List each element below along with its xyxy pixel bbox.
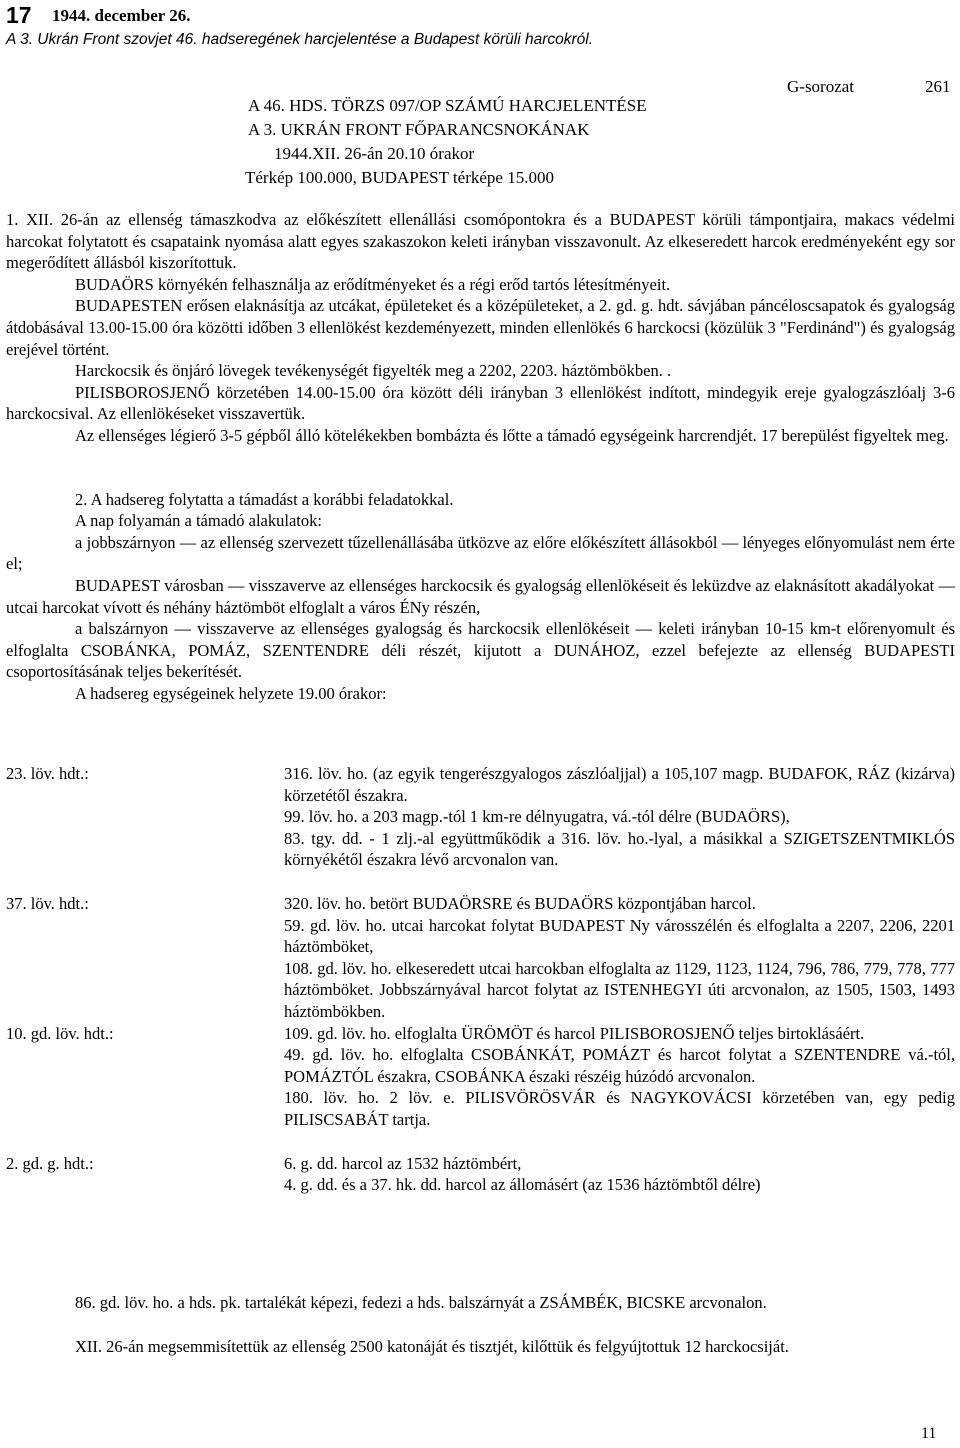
unit-line: 109. gd. löv. ho. elfoglalta ÜRÖMÖT és harcol PILISBOROSJENŐ teljes birtoklásáért. [284,1023,865,1043]
unit-label: 23. löv. hdt.: [6,764,89,783]
paragraph: 2. A hadsereg folytatta a támadást a korábbi feladatokkal. [75,489,454,509]
spacer [6,447,955,489]
unit-label: 10. gd. löv. hdt.: [6,1023,114,1043]
document-number: 17 [6,2,32,28]
report-title-line: Térkép 100.000, BUDAPEST térképe 15.000 [245,168,554,187]
unit-description [284,1153,955,1196]
reserve-note: 86. gd. löv. ho. a hds. pk. tartalékát képezi, fedezi a hds. balszárnyát a ZSÁMBÉK, BICSKE arcvonalon. [75,1293,767,1312]
unit-line: 83. tgy. dd. - 1 zlj.-al együttműködik a 316. löv. ho.-lyal, a másikkal a SZIGETSZENTMIKLÓS környékétől északra lévő arcvonalon van. [284,828,955,870]
unit-entry [6,893,955,1023]
unit-line: 108. gd. löv. ho. elkeseredett utcai harcokban elfoglalta az 1129, 1123, 1124, 796, 786, 779, 778, 777 háztömböket. Jobbszárnyával harcot folytat az ISTENHEGYI úti arcvonalon, az 1505, 1503, 1493 háztömbökben. [284,958,955,1021]
unit-description [284,1023,955,1131]
paragraph: Harckocsik és önjáró lövegek tevékenységét figyelték meg a 2202, 2203. háztömbökben. . [75,361,672,381]
unit-line: 316. löv. ho. (az egyik tengerészgyalogos zászlóaljjal) a 105,107 magp. BUDAFOK, RÁZ (kizárva) körzetétől északra. [284,764,955,805]
unit-description [284,763,955,871]
report-title-line: A 46. HDS. TÖRZS 097/OP SZÁMÚ HARCJELENTÉSE [248,96,647,115]
paragraph: A hadsereg egységeinek helyzete 19.00 órakor: [75,683,387,703]
paragraph: PILISBOROSJENŐ körzetében 14.00-15.00 óra között déli irányban 3 ellenlökést indított, mindegyik ereje gyalogzászlóalj 3-6 harckocsival. Az ellenlökéseket visszavertük. [6,382,955,424]
paragraph: BUDAPEST városban — visszaverve az ellenséges harckocsik és gyalogság ellenlökéseit és leküzdve az elaknásított akadályokat — utcai harcokat vívott és néhány háztömböt elfoglalt a város ÉNy részén, [6,575,955,617]
unit-positions [6,763,955,1196]
series-number: 261 [925,77,951,96]
paragraph: A nap folyamán a támadó alakulatok: [75,511,322,531]
unit-description [284,893,955,1023]
unit-line: 99. löv. ho. a 203 magp.-tól 1 km-re délnyugatra, vá.-tól délre (BUDAÖRS), [284,807,790,827]
report-title-line: A 3. UKRÁN FRONT FŐPARANCSNOKÁNAK [248,120,590,139]
spacer [6,871,955,893]
unit-label: 37. löv. hdt.: [6,893,89,913]
unit-label: 2. gd. g. hdt.: [6,1153,94,1173]
unit-line: 180. löv. ho. 2 löv. e. PILISVÖRÖSVÁR és NAGYKOVÁCSI körzetében van, egy pedig PILISCSABÁT tartja. [284,1088,955,1129]
paragraph: Az ellenséges légierő 3-5 gépből álló kötelékekben bombázta és lőtte a támadó egységeink harcrendjét. 17 berepülést figyeltek meg. [75,425,949,445]
report-title-line: 1944.XII. 26-án 20.10 órakor [274,144,475,163]
document-subtitle: A 3. Ukrán Front szovjet 46. hadseregének harcjelentése a Budapest körüli harcokról. [6,31,594,48]
unit-line: 320. löv. ho. betört BUDAÖRSRE és BUDAÖRS központjában harcol. [284,893,756,913]
paragraph: a balszárnyon — visszaverve az ellenséges gyalogság és harckocsik ellenlökéseit — keleti irányban 10-15 km-t előrenyomult és elfoglalta CSOBÁNKA, POMÁZ, SZENTENDRE déli részét, kijutott a DUNÁHOZ, ezzel befejezte az ellenség BUDAPESTI csoportosításának teljes bekerítését. [6,619,955,682]
spacer [6,1131,955,1153]
unit-entry [6,1153,955,1196]
report-body [6,209,955,704]
paragraph: BUDAPESTEN erősen elaknásítja az utcákat, épületeket és a középületeket, a 2. gd. g. hdt. sávjában páncéloscsapatok és gyalogság átdobásával 13.00-15.00 óra közötti időben 3 ellenlökést kezdeményezett, minden ellenlökés 6 harckocsi (közülük 3 "Ferdinánd") és gyalogság erejével történt. [6,296,955,359]
unit-line: 6. g. dd. harcol az 1532 háztömbért, [284,1153,522,1173]
page-number: 11 [921,1425,937,1442]
paragraph: a jobbszárnyon — az ellenség szervezett tűzellenállásába ütközve az előre előkészített állásokból — lényeges előnyomulást nem érte el; [6,532,955,574]
paragraph: BUDAÖRS környékén felhasználja az erődítményeket és a régi erőd tartós létesítményeit. [75,274,671,294]
unit-line: 4. g. dd. és a 37. hk. dd. harcol az állomásért (az 1536 háztömbtől délre) [284,1175,761,1195]
losses-summary: XII. 26-án megsemmisítettük az ellenség 2500 katonáját és tisztjét, kilőttük és felgyújtottuk 12 harckocsiját. [75,1337,789,1356]
unit-line: 59. gd. löv. ho. utcai harcokat folytat BUDAPEST Ny városszélén és elfoglalta a 2207, 2206, 2201 háztömböket, [284,915,955,957]
unit-line: 49. gd. löv. ho. elfoglalta CSOBÁNKÁT, POMÁZT és harcot folytat a SZENTENDRE vá.-tól, POMÁZTÓL északra, CSOBÁNKA északi részéig húzódó arcvonalon. [284,1045,955,1086]
series-label: G-sorozat [787,77,855,96]
document-date: 1944. december 26. [52,6,191,25]
paragraph: 1. XII. 26-án az ellenség támaszkodva az előkészített ellenállási csomópontokra és a BUDAPEST körüli támpontjaira, makacs védelmi harcokat folytatott és csapataink nyomása alatt egyes szakaszokon keleti irányban visszavonult. Az elkeseredett harcok eredményeként egy sor megerődített állásból kiszorítottuk. [6,210,955,273]
unit-entry [6,1023,955,1131]
unit-entry [6,763,955,871]
